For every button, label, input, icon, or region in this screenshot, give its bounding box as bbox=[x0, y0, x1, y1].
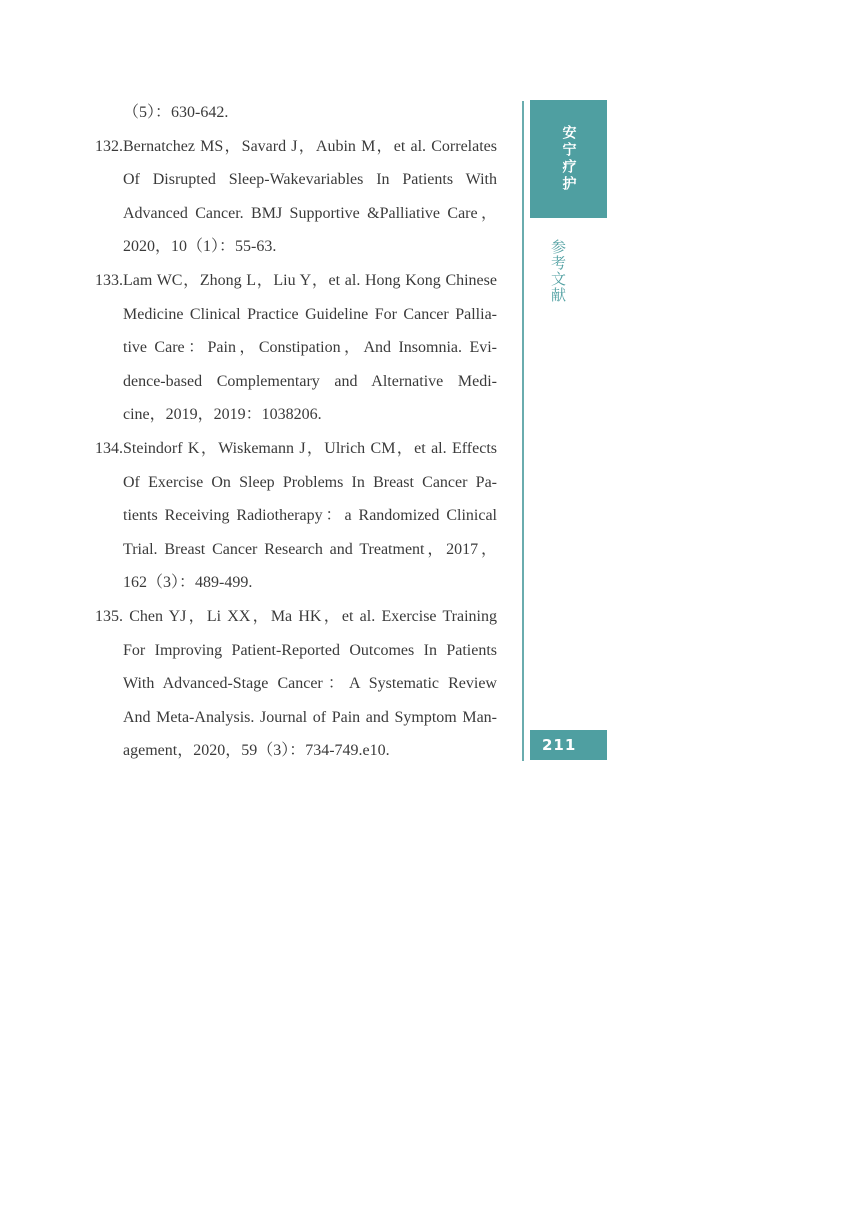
reference-line: cine，2019，2019：1038206. bbox=[123, 406, 322, 424]
reference-line: 2020，10（1）：55-63. bbox=[123, 238, 277, 256]
reference-line: Advanced Cancer. BMJ Supportive &Palliative Care， bbox=[123, 204, 497, 222]
reference-line: Medicine Clinical Practice Guideline For Cancer Pallia- bbox=[123, 305, 497, 323]
reference-line: Of Exercise On Sleep Problems In Breast Cancer Pa- bbox=[123, 473, 497, 491]
reference-entry-135 bbox=[95, 600, 497, 768]
reference-line: Of Disrupted Sleep-Wakevariables In Patients With bbox=[123, 171, 497, 189]
reference-entry-132 bbox=[95, 130, 497, 264]
page-number: 211 bbox=[542, 736, 577, 754]
reference-line: For Improving Patient-Reported Outcomes In Patients bbox=[123, 641, 497, 659]
reference-entry-133 bbox=[95, 264, 497, 432]
reference-line: 133.Lam WC，Zhong L，Liu Y，et al. Hong Kong Chinese bbox=[95, 271, 497, 289]
reference-line: 162（3）：489-499. bbox=[123, 574, 253, 592]
reference-line: agement，2020，59（3）：734-749.e10. bbox=[123, 742, 390, 760]
page-number-badge bbox=[530, 730, 607, 760]
reference-entry-134 bbox=[95, 432, 497, 600]
reference-line: 135. Chen YJ，Li XX，Ma HK，et al. Exercise Training bbox=[95, 607, 497, 625]
reference-line: 132.Bernatchez MS，Savard J，Aubin M，et al. Correlates bbox=[95, 137, 497, 155]
reference-line: With Advanced-Stage Cancer：A Systematic Review bbox=[123, 675, 497, 693]
reference-line: 134.Steindorf K，Wiskemann J，Ulrich CM，et al. Effects bbox=[95, 439, 497, 457]
chapter-tab-label: 安宁疗护 bbox=[560, 125, 577, 193]
section-label: 参考文献 bbox=[549, 239, 567, 303]
sidebar-vertical-rule bbox=[522, 101, 524, 761]
reference-line: tive Care：Pain，Constipation，And Insomnia. Evi- bbox=[123, 339, 497, 357]
reference-line: And Meta-Analysis. Journal of Pain and Symptom Man- bbox=[123, 708, 497, 726]
chapter-tab bbox=[530, 100, 607, 218]
reference-line: dence-based Complementary and Alternative Medi- bbox=[123, 372, 497, 390]
references-list bbox=[95, 96, 497, 768]
reference-line: （5）：630-642. bbox=[123, 104, 229, 121]
reference-line: tients Receiving Radiotherapy：a Randomized Clinical bbox=[123, 507, 497, 525]
reference-entry-continuation bbox=[95, 96, 497, 130]
reference-line: Trial. Breast Cancer Research and Treatment，2017， bbox=[123, 540, 497, 558]
